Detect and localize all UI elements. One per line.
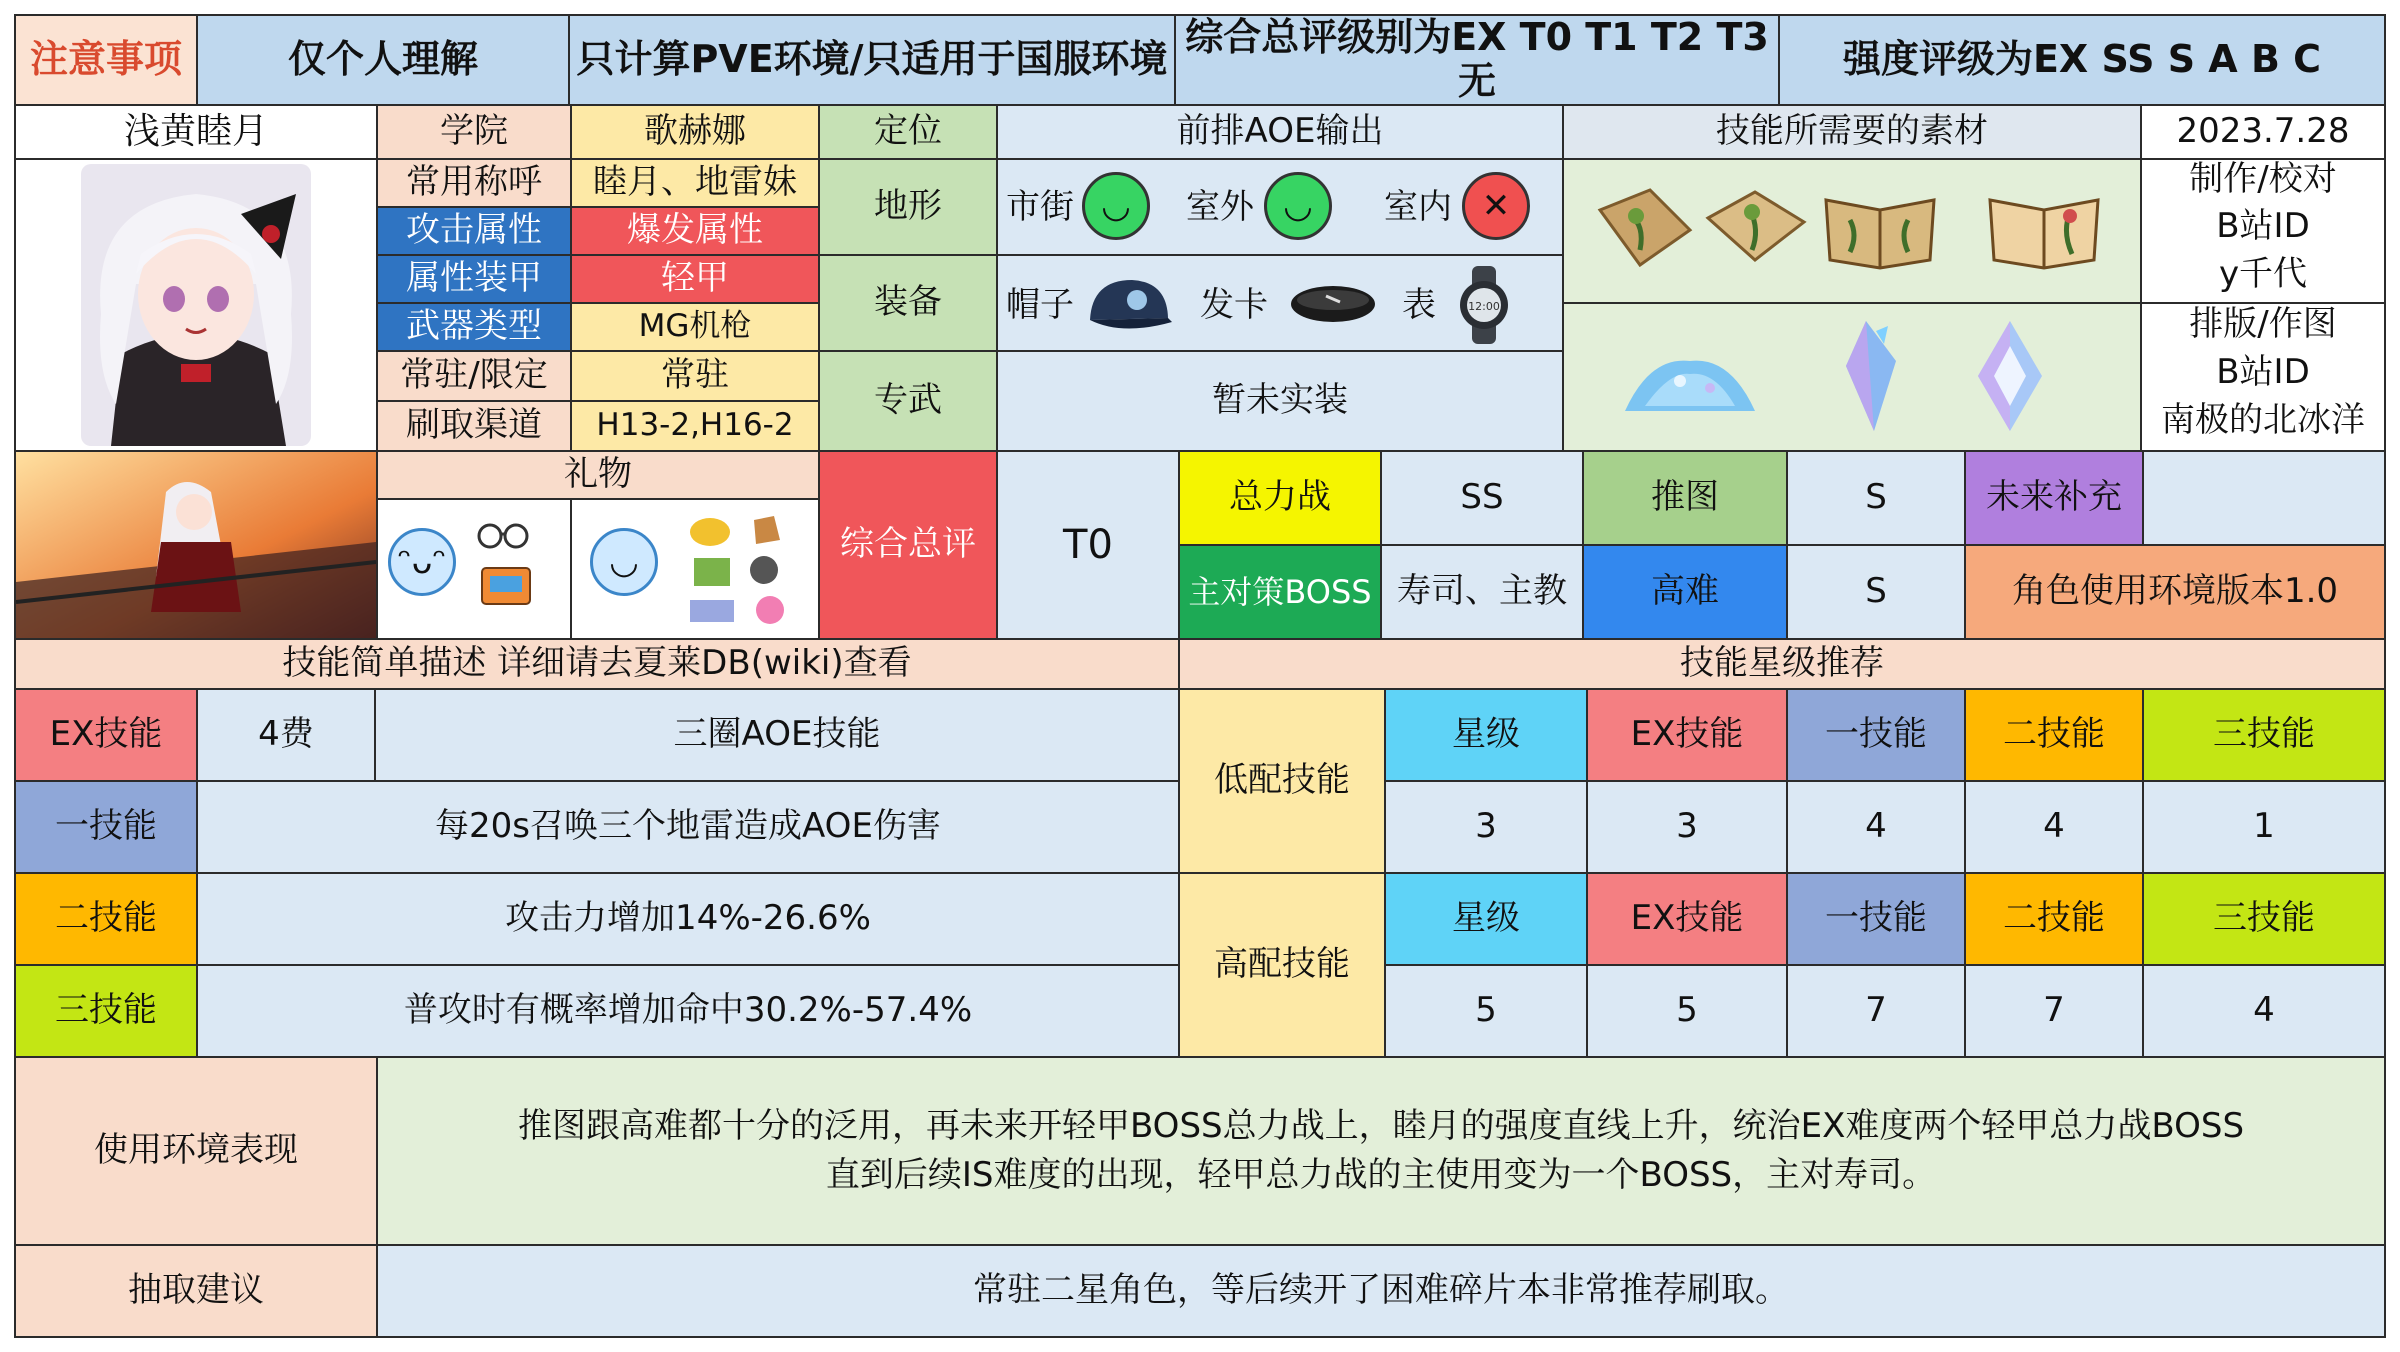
glasses-icon (474, 516, 534, 552)
skill2-label: 二技能 (14, 872, 198, 966)
high-s2: 7 (1964, 964, 2144, 1058)
ex-skill-desc: 三圈AOE技能 (374, 688, 1180, 782)
star-recommend-title: 技能星级推荐 (1178, 638, 2386, 690)
happy-face-icon: ◡ (1264, 172, 1332, 240)
strength-levels-note: 强度评级为EX SS S A B C (1778, 14, 2386, 106)
overall-value: T0 (996, 450, 1180, 640)
nickname-value: 睦月、地雷妹 (570, 158, 820, 208)
svg-text:12:00: 12:00 (1468, 300, 1500, 313)
terrain-label: 地形 (818, 158, 998, 256)
credit-name: y千代 (2218, 253, 2308, 294)
col-ex: EX技能 (1586, 872, 1788, 966)
col-ex: EX技能 (1586, 688, 1788, 782)
col-star: 星级 (1384, 872, 1588, 966)
hard-value: S (1786, 544, 1966, 640)
high-s3: 4 (2142, 964, 2386, 1058)
credit-role: 制作/校对 (2189, 159, 2337, 199)
credit-name: 南极的北冰洋 (2161, 400, 2365, 440)
weapon-type-label: 武器类型 (376, 302, 572, 352)
character-name: 浅黄睦月 (14, 104, 378, 160)
col-s1: 一技能 (1786, 872, 1966, 966)
usage-line: 直到后续IS难度的出现，轻甲总力战的主使用变为一个BOSS，主对寿司。 (825, 1155, 1937, 1195)
col-s2: 二技能 (1964, 688, 2144, 782)
high-star: 5 (1384, 964, 1588, 1058)
future-value (2142, 450, 2386, 546)
ue-value: 暂未实装 (996, 350, 1564, 452)
low-star: 3 (1384, 780, 1588, 874)
tech-note-icon (1700, 170, 1810, 280)
low-ex: 3 (1586, 780, 1788, 874)
high-s1: 7 (1786, 964, 1966, 1058)
availability-value: 常驻 (570, 350, 820, 402)
ex-skill-label: EX技能 (14, 688, 198, 782)
version-note: 角色使用环境版本1.0 (1964, 544, 2386, 640)
love-face-icon: ᵔᴗᵔ (388, 528, 456, 596)
game-cartridge-icon (478, 562, 534, 610)
armor-type-label: 属性装甲 (376, 254, 572, 304)
gacha-text: 常驻二星角色，等后续开了困难碎片本非常推荐刷取。 (376, 1244, 2386, 1338)
school-label: 学院 (376, 104, 572, 160)
equip-name: 帽子 (1006, 285, 1074, 325)
story-label: 推图 (1582, 450, 1788, 546)
raid-label: 总力战 (1178, 450, 1382, 546)
usage-text (376, 1056, 2386, 1246)
boss-label: 主对策BOSS (1178, 544, 1382, 640)
memorial-image-frame (14, 450, 378, 640)
ue-label: 专武 (818, 350, 998, 452)
low-config-label: 低配技能 (1178, 688, 1386, 874)
school-value: 歌赫娜 (570, 104, 820, 160)
credits-maker (2140, 158, 2386, 304)
notice-title: 注意事项 (14, 14, 198, 106)
terrain-name: 室内 (1384, 187, 1452, 227)
gacha-label: 抽取建议 (14, 1244, 378, 1338)
position-label: 定位 (818, 104, 998, 160)
materials-title: 技能所需要的素材 (1562, 104, 2142, 160)
credit-id-label: B站ID (2216, 352, 2310, 392)
future-label: 未来补充 (1964, 450, 2144, 546)
low-s1: 4 (1786, 780, 1966, 874)
crystal-shard-icon (1826, 316, 1906, 436)
gift-label: 礼物 (376, 450, 820, 500)
col-s3: 三技能 (2142, 872, 2386, 966)
story-value: S (1786, 450, 1966, 546)
raid-value: SS (1380, 450, 1584, 546)
skill1-desc: 每20s召唤三个地雷造成AOE伤害 (196, 780, 1180, 874)
weapon-type-value: MG机枪 (570, 302, 820, 352)
availability-label: 常驻/限定 (376, 350, 572, 402)
personal-note: 仅个人理解 (196, 14, 570, 106)
character-portrait (81, 164, 311, 446)
angry-face-icon: ✕ (1462, 172, 1530, 240)
usage-line: 推图跟高难都十分的泛用，再未来开轻甲BOSS总力战上，睦月的强度直线上升，统治EX难度两个轻甲总力战BOSS (517, 1105, 2245, 1146)
skill3-desc: 普攻时有概率增加命中30.2%-57.4% (196, 964, 1180, 1058)
credit-role: 排版/作图 (2189, 304, 2337, 344)
boss-value: 寿司、主教 (1380, 544, 1584, 640)
crystal-pile-icon (1620, 336, 1760, 426)
terrain-name: 室外 (1186, 187, 1254, 227)
col-s2: 二技能 (1964, 872, 2144, 966)
skill3-label: 三技能 (14, 964, 198, 1058)
crystal-gem-icon (1970, 316, 2050, 436)
hat-icon (1082, 270, 1176, 338)
overall-label: 综合总评 (818, 450, 998, 640)
smile-face-icon: ◡ (590, 528, 658, 596)
terrain-name: 市街 (1006, 187, 1074, 227)
attack-type-label: 攻击属性 (376, 206, 572, 256)
col-star: 星级 (1384, 688, 1588, 782)
credit-id-label: B站ID (2216, 206, 2310, 247)
tech-note-icon (1590, 170, 1700, 280)
watch-icon (1456, 266, 1512, 344)
equip-label: 装备 (818, 254, 998, 352)
farm-label: 刷取渠道 (376, 400, 572, 452)
equip-name: 表 (1402, 285, 1436, 325)
low-s3: 1 (2142, 780, 2386, 874)
equip-name: 发卡 (1200, 285, 1268, 325)
high-config-label: 高配技能 (1178, 872, 1386, 1058)
ex-skill-cost: 4费 (196, 688, 376, 782)
tech-note-icon (1820, 170, 1940, 280)
attack-type-value: 爆发属性 (570, 206, 820, 256)
usage-label: 使用环境表现 (14, 1056, 378, 1246)
date-value: 2023.7.28 (2140, 104, 2386, 160)
scope-note: 只计算PVE环境/只适用于国服环境 (568, 14, 1176, 106)
high-ex: 5 (1586, 964, 1788, 1058)
armor-type-value: 轻甲 (570, 254, 820, 304)
low-s2: 4 (1964, 780, 2144, 874)
position-value: 前排AOE输出 (996, 104, 1564, 160)
portrait-frame (14, 158, 378, 452)
col-s3: 三技能 (2142, 688, 2386, 782)
hard-label: 高难 (1582, 544, 1788, 640)
hairpin-icon (1288, 276, 1378, 332)
happy-face-icon: ◡ (1082, 172, 1150, 240)
skill2-desc: 攻击力增加14%-26.6% (196, 872, 1180, 966)
skill1-label: 一技能 (14, 780, 198, 874)
memorial-image (16, 452, 376, 638)
farm-value: H13-2,H16-2 (570, 400, 820, 452)
tech-note-icon (1984, 170, 2104, 280)
skills-section-title: 技能简单描述 详细请去夏莱DB(wiki)查看 (14, 638, 1180, 690)
credits-layout (2140, 302, 2386, 452)
nickname-label: 常用称呼 (376, 158, 572, 208)
overall-levels-note: 综合总评级别为EX T0 T1 T2 T3 无 (1174, 14, 1780, 106)
col-s1: 一技能 (1786, 688, 1966, 782)
gift-items-icon (684, 510, 796, 634)
